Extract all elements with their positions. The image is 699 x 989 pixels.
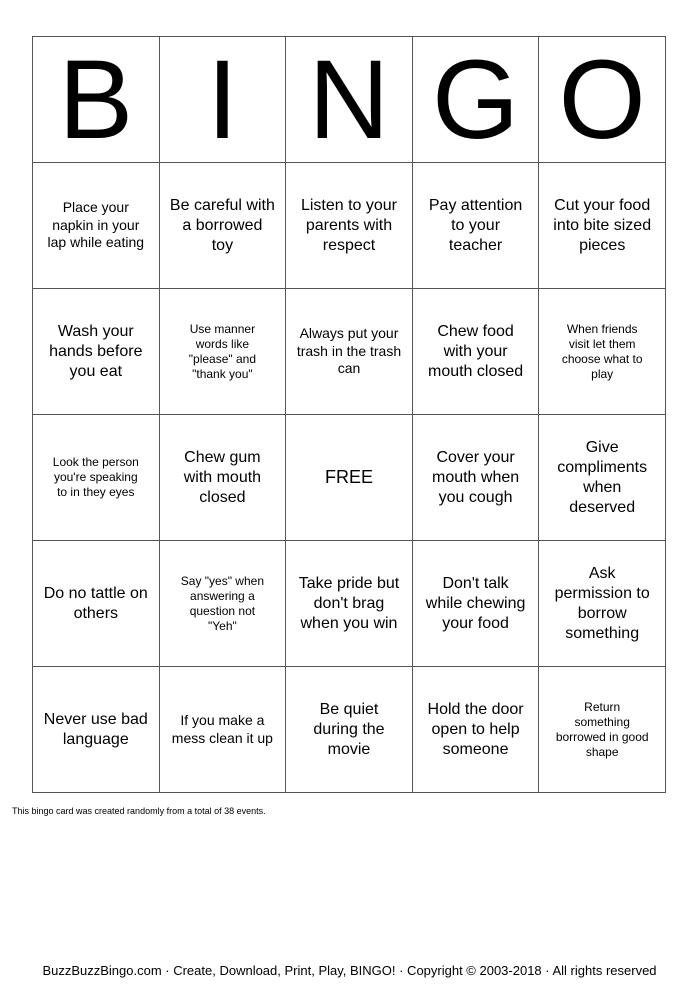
bingo-cell: Say "yes" when answering a question not "Yeh" (159, 541, 286, 667)
generation-note: This bingo card was created randomly from a total of 38 events. (12, 806, 266, 816)
bingo-cell: Listen to your parents with respect (286, 163, 413, 289)
bingo-cell: Use manner words like "please" and "thank you" (159, 289, 286, 415)
bingo-cell: Look the person you're speaking to in they eyes (33, 415, 160, 541)
header-letter-n: N (286, 37, 413, 163)
bingo-card (32, 36, 666, 793)
bingo-cell: Cover your mouth when you cough (412, 415, 539, 541)
bingo-row (33, 667, 666, 793)
bingo-cell: Always put your trash in the trash can (286, 289, 413, 415)
header-letter-o: O (539, 37, 666, 163)
free-space-cell: FREE (286, 415, 413, 541)
bingo-header-row (33, 37, 666, 163)
bingo-cell: Give compliments when deserved (539, 415, 666, 541)
bingo-cell: Take pride but don't brag when you win (286, 541, 413, 667)
bingo-row (33, 541, 666, 667)
bingo-row (33, 289, 666, 415)
bingo-cell: Cut your food into bite sized pieces (539, 163, 666, 289)
bingo-cell: Wash your hands before you eat (33, 289, 160, 415)
bingo-row (33, 163, 666, 289)
bingo-cell: Don't talk while chewing your food (412, 541, 539, 667)
bingo-cell: Chew gum with mouth closed (159, 415, 286, 541)
header-letter-i: I (159, 37, 286, 163)
bingo-cell: Pay attention to your teacher (412, 163, 539, 289)
bingo-cell: Place your napkin in your lap while eating (33, 163, 160, 289)
bingo-cell: Be careful with a borrowed toy (159, 163, 286, 289)
bingo-cell: If you make a mess clean it up (159, 667, 286, 793)
bingo-cell: Chew food with your mouth closed (412, 289, 539, 415)
header-letter-g: G (412, 37, 539, 163)
bingo-cell: Return something borrowed in good shape (539, 667, 666, 793)
bingo-cell: Do no tattle on others (33, 541, 160, 667)
bingo-cell: Ask permission to borrow something (539, 541, 666, 667)
bingo-cell: Be quiet during the movie (286, 667, 413, 793)
site-footer: BuzzBuzzBingo.com · Create, Download, Print, Play, BINGO! · Copyright © 2003-2018 · All rights reserved (42, 963, 657, 978)
header-letter-b: B (33, 37, 160, 163)
bingo-row (33, 415, 666, 541)
bingo-cell: When friends visit let them choose what to play (539, 289, 666, 415)
bingo-cell: Never use bad language (33, 667, 160, 793)
bingo-cell: Hold the door open to help someone (412, 667, 539, 793)
